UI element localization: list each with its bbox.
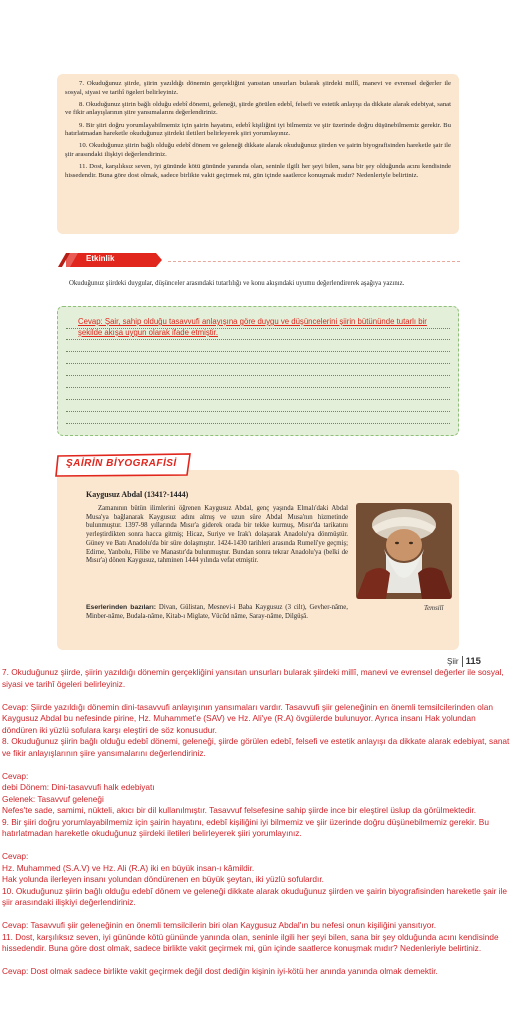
answer-line: Hak yolunda ilerleyen insanı yolundan döndürenen en büyük şeytan, iki yüzlü sofulardır. — [2, 874, 324, 884]
writing-line — [66, 423, 450, 424]
answer-line: 11. Dost, karşılıksız seven, iyi gününde kötü gününde yanında olan, seninle ilgili her şeyi bilen, sana bir şey olduğunda acını kendisinde hissedendir. Buna göre dost olmak, sadece birlikte vakit geçirmek mi, gün içinde saatlerce konuşmak mıdır? Nedenleriyle belirtiniz. — [2, 931, 501, 953]
answer-line: 9. Bir şiiri doğru yorumlayabilmemiz için şairin hayatını, edebî kişiliğini iyi bilmemiz ve şiir üzerinde doğru düşünebilmemiz gerekir. Bu hatırlatmadan hareketle okuduğunuz şiirdeki iletileri belirleyerek şiiri yorumlayınız. — [2, 816, 492, 838]
blank-line — [2, 955, 511, 967]
blank-line — [2, 759, 511, 771]
activity-instruction: Okuduğunuz şiirdeki duygular, düşünceler arasındaki tutarlılığı ve konu akışındaki uyumu değerlendirerek aşağıya yazınız. — [69, 280, 405, 287]
blank-line — [2, 909, 511, 921]
answer-line: Cevap: Dost olmak sadece birlikte vakit geçirmek değil dost dediğin kişinin iyi-kötü her anında yanında olmak demektir. — [2, 966, 438, 976]
answer-line: Cevap: Şiirde yazıldığı dönemin dini-tasavvufi anlayışının yansımaları vardır. Tasavvufi şiir geleneğinin en önemli temsilcilerinden olan Kaygusuz Abdal bu nefesinde pirine, Hz. Muhammet'e (SAV) ve Hz. Ali'ye (R.A) övgülerde bulunuyor. Ayrıca insanı Hak yolundan döndüren iki yüzlü sofulara karşı eleştiri de söz konusudur. — [2, 701, 496, 735]
activity-divider — [168, 261, 460, 262]
questions-box — [57, 74, 459, 234]
writing-line — [66, 339, 450, 340]
poet-portrait-image — [356, 503, 452, 599]
answer-line: Gelenek: Tasavvuf geleneği — [2, 793, 104, 804]
question-10: 10. Okuduğunuz şiirin bağlı olduğu edebî dönem ve geleneği dikkate alarak okuduğunuz şiirden ve şairin biyografisinden hareketle şair ile şiir arasındaki ilişkiyi değerlendiriniz. — [65, 142, 451, 158]
question-9: 9. Bir şiiri doğru yorumlayabilmemiz için şairin hayatını, edebî kişiliğini iyi bilmemiz ve şiir üzerinde doğru düşünebilmemiz gerekir. Bu hatırlatmadan hareketle okuduğunuz şiirdeki iletileri belirleyerek şiiri yorumlayınız. — [65, 121, 451, 138]
answer-line: Cevap: Tasavvufi şiir geleneğinin en önemli temsilcilerin biri olan Kaygusuz Abdal'ın bu nefesi onun kişiliğini yansıtıyor. — [2, 920, 437, 930]
writing-line — [66, 363, 450, 364]
blank-line — [2, 690, 511, 702]
works-label: Eserlerinden bazıları: — [86, 604, 156, 611]
writing-line — [66, 387, 450, 388]
activity-label: Etkinlik — [86, 254, 115, 263]
question-11: 11. Dost, karşılıksız seven, iyi gününde kötü gününde yanında olan, seninle ilgili her şeyi bilen, sana bir şey olduğunda acını kendisinde hissedendir. Buna göre dost olmak, sadece birlikte vakit geçirmek mi, gün içinde saatlerce konuşmak mıdır? Nedenleriyle belirtiniz. — [65, 163, 451, 179]
page-number: 115 — [465, 656, 481, 667]
works-text: Divan, Gülistan, Mesnevi-i Baba Kaygusuz (3 cilt), Gevher-nâme, Minber-nâme, Budala-nâme, Kitab-ı Miglate, Vücûd nâme, Saray-nâme, Dilgüşâ. — [86, 604, 349, 620]
answer-line: Nefes'te sade, samimi, nükteli, akıcı bir dil kullanılmıştır. Tasavvuf felsefesine sahip şiirde ince bir eleştirel üslup da görülmektedir. — [2, 805, 477, 815]
answer-text-block — [2, 667, 511, 978]
blank-line — [2, 840, 511, 852]
answer-line: Hz. Muhammed (S.A.V) ve Hz. Ali (R.A) iki en büyük insan-ı kâmildir. — [2, 862, 255, 873]
writing-line — [66, 375, 450, 376]
activity-answer-box[interactable] — [57, 306, 459, 436]
question-8: 8. Okuduğunuz şiirin bağlı olduğu edebî dönemi, geleneği, şiirde görülen edebî, felsefi ve estetik anlayışı da dikkate alarak edebiyat, sanat ve fikir anlayışlarının şiire yansımalarını değerlendiriniz. — [65, 100, 451, 117]
answer-line: 8. Okuduğunuz şiirin bağlı olduğu edebî dönemi, geleneği, şiirde görülen edebî, felsefi ve estetik anlayışı da dikkate alarak edebiyat, sanat ve fikir anlayışlarının şiire yansımalarını değerlendiriniz. — [2, 736, 512, 758]
biography-text — [86, 505, 348, 566]
answer-line: Cevap: — [2, 770, 29, 781]
footer-separator — [462, 656, 463, 667]
answer-line: 7. Okuduğunuz şiirde, şiirin yazıldığı dönemin gerçekliğini yansıtan unsurları bularak şiirdeki millî, manevi ve evrensel değerler ile sosyal, siyasi ve tarihî ögeleri belirleyiniz. — [2, 667, 507, 689]
section-name: Şiir — [447, 657, 459, 666]
biography-badge: ŞAİRİN BİYOGRAFİSİ — [66, 458, 177, 469]
writing-line — [66, 411, 450, 412]
works-list — [86, 604, 348, 621]
activity-header — [56, 250, 460, 270]
answer-line: debi Dönem: Dini-tasavvufi halk edebiyatı — [2, 782, 155, 792]
question-7: 7. Okuduğunuz şiirde, şiirin yazıldığı dönemin gerçekliğini yansıtan unsurları bularak şiirdeki millî, manevi ve evrensel değerler ile sosyal, siyasi ve tarihî ögeleri belirleyiniz. — [65, 80, 451, 96]
portrait-caption: Temsilî — [424, 605, 444, 612]
answer-line: Cevap: — [2, 851, 29, 861]
activity-answer: Cevap: Şair, sahip olduğu tasavvufi anlayışına göre duygu ve düşüncelerini şiirin bütününde tutarlı bir şekilde akışa uygun olarak ifade etmiştir. — [78, 317, 427, 337]
answer-line: 10. Okuduğunuz şiirin bağlı olduğu edebî dönem ve geleneği dikkate alarak okuduğunuz şiirden ve şairin biyografisinden hareketle şair ile şiir arasındaki ilişkiyi değerlendiriniz. — [2, 885, 510, 907]
writing-line — [66, 351, 450, 352]
writing-line — [66, 399, 450, 400]
poet-name: Kaygusuz Abdal (1341?-1444) — [86, 490, 189, 499]
biography-paragraph: Zamanının bütün ilimlerini öğrenen Kaygusuz Abdal, genç yaşında Elmalı'daki Abdal Musa'ya bağlanarak Kaygusuz adını almış ve uzun süre Abdal Musa'nın hizmetinde bulunmuştur. 1397-98 yıllarında Mısır'a giderek orada bir tekke kurmuş, Mısır'da tarikatını yerleştirdikten sonra hacca gitmiş; Hicaz, Suriye ve Irak'ı dolaşarak Anadolu'ya dönmüştür. Güney ve Batı Anadolu'da bir süre dolaşmıştır. 1424-1430 tarihleri arasında Rumeli'ye geçmiş; Edirne, Yanbolu, Filibe ve Manastır'da bulunmuştur. Bundan sonra tekrar Anadolu'ya (belki de Mısır'a) dönen Kaygusuz, tahminen 1444 yılında vefat etmiştir. — [86, 505, 348, 565]
page-footer — [447, 656, 481, 667]
